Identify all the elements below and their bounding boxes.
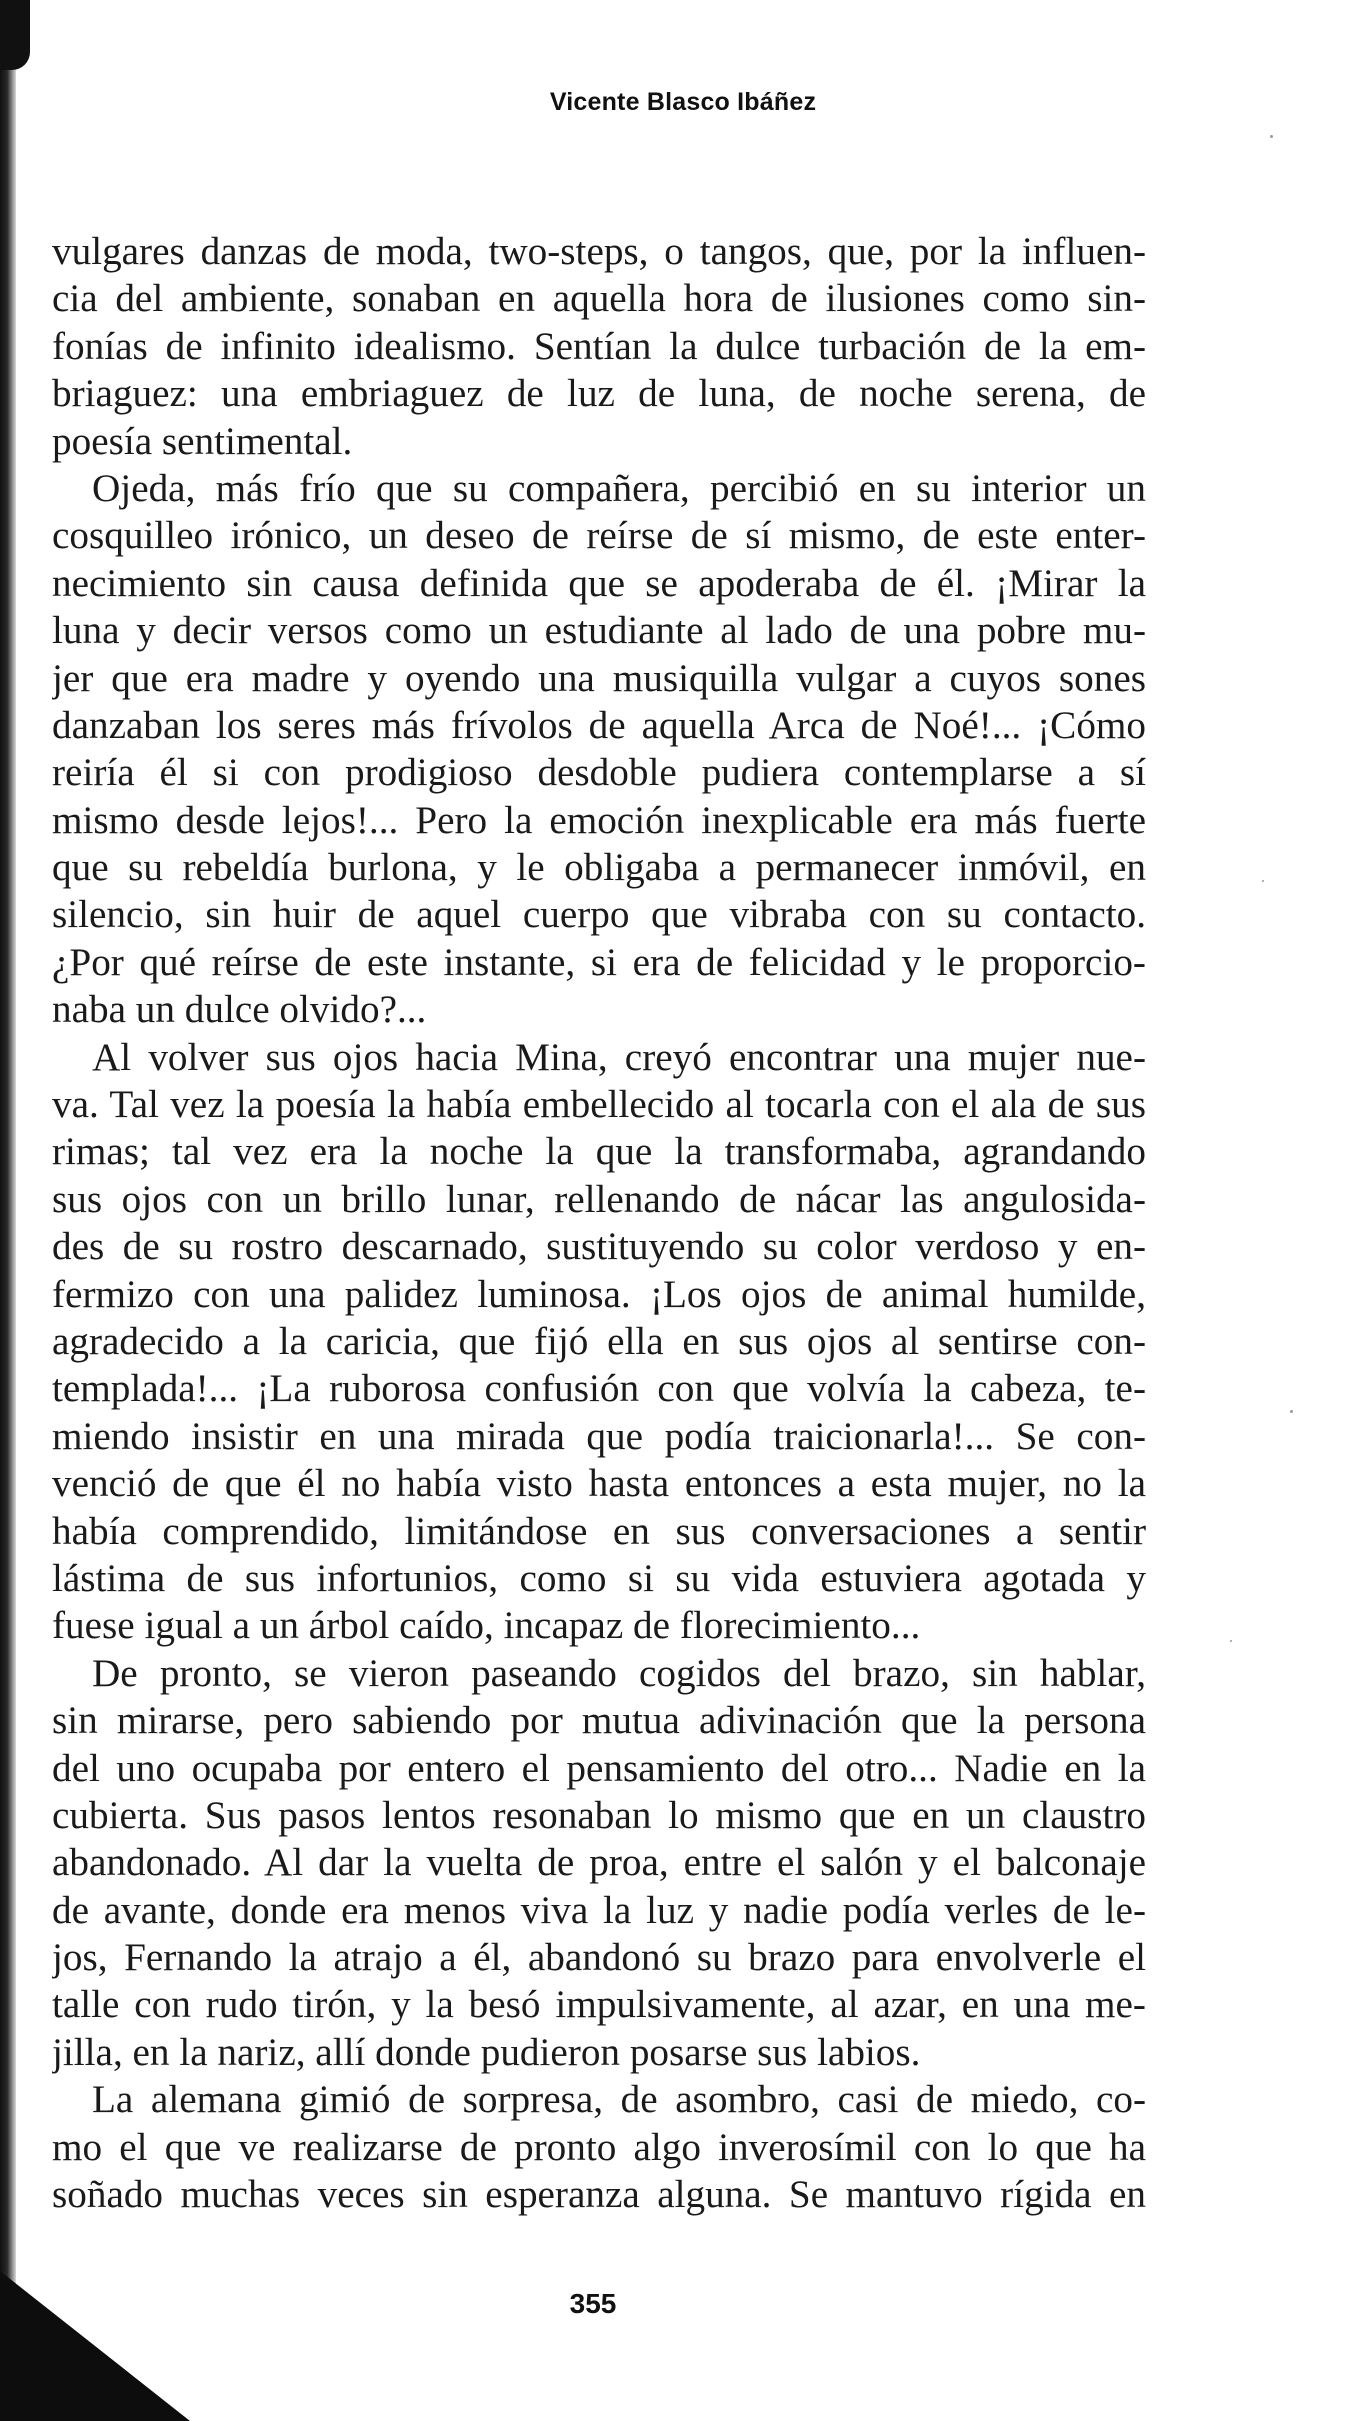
text-line: poesía sentimental. <box>52 419 353 463</box>
text-line: de avante, donde era menos viva la luz y nadie podía verles de le- <box>52 1888 1146 1932</box>
text-line: danzaban los seres más frívolos de aquella Arca de Noé!... ¡Cómo <box>52 703 1146 747</box>
scan-speck <box>1230 1640 1232 1642</box>
text-line: fonías de infinito idealismo. Sentían la dulce turbación de la em- <box>52 324 1146 368</box>
text-line: talle con rudo tirón, y la besó impulsivamente, al azar, en una me- <box>52 1983 1146 2027</box>
text-line: necimiento sin causa definida que se apoderaba de él. ¡Mirar la <box>52 561 1146 605</box>
text-line: templada!... ¡La ruborosa confusión con que volvía la cabeza, te- <box>52 1367 1146 1411</box>
text-line: sus ojos con un brillo lunar, rellenando de nácar las angulosida- <box>52 1177 1146 1221</box>
text-line: del uno ocupaba por entero el pensamiento del otro... Nadie en la <box>52 1746 1146 1790</box>
text-line: luna y decir versos como un estudiante al lado de una pobre mu- <box>52 609 1146 653</box>
text-line: naba un dulce olvido?... <box>52 988 427 1032</box>
page-number: 355 <box>569 2288 617 2319</box>
text-line: briaguez: una embriaguez de luz de luna, de noche serena, de <box>52 372 1146 416</box>
text-line: agradecido a la caricia, que fijó ella en sus ojos al sentirse con- <box>52 1319 1146 1363</box>
text-line: lástima de sus infortunios, como si su vida estuviera agotada y <box>52 1556 1146 1600</box>
text-line: mismo desde lejos!... Pero la emoción inexplicable era más fuerte <box>52 798 1146 842</box>
running-head: Vicente Blasco Ibáñez <box>549 88 817 116</box>
scan-speck <box>1270 135 1273 138</box>
text-line: fermizo con una palidez luminosa. ¡Los ojos de animal humilde, <box>52 1272 1146 1316</box>
text-line: cubierta. Sus pasos lentos resonaban lo mismo que en un claustro <box>52 1793 1146 1837</box>
paragraph-first-line: La alemana gimió de sorpresa, de asombro, casi de miedo, co- <box>92 2078 1146 2122</box>
text-line: cia del ambiente, sonaban en aquella hora de ilusiones como sin- <box>52 277 1146 321</box>
paragraph-first-line: De pronto, se vieron paseando cogidos del brazo, sin hablar, <box>92 1651 1146 1695</box>
text-line: reiría él si con prodigioso desdoble pudiera contemplarse a sí <box>52 751 1146 795</box>
text-line: jilla, en la nariz, allí donde pudieron posarse sus labios. <box>52 2030 921 2074</box>
text-line: sin mirarse, pero sabiendo por mutua adivinación que la persona <box>52 1699 1146 1743</box>
text-line: ¿Por qué reírse de este instante, si era de felicidad y le proporcio- <box>52 940 1146 984</box>
text-line: jer que era madre y oyendo una musiquilla vulgar a cuyos sones <box>52 656 1146 700</box>
page-body <box>52 228 1146 2218</box>
text-line: cosquilleo irónico, un deseo de reírse de sí mismo, de este enter- <box>52 514 1146 558</box>
text-line: mo el que ve realizarse de pronto algo inverosímil con lo que ha <box>52 2125 1146 2169</box>
text-line: rimas; tal vez era la noche la que la transformaba, agrandando <box>52 1130 1146 1174</box>
text-line: vulgares danzas de moda, two-steps, o tangos, que, por la influen- <box>52 230 1146 273</box>
scan-edge-artifact <box>0 0 30 70</box>
text-line: va. Tal vez la poesía la había embellecido al tocarla con el ala de sus <box>52 1083 1146 1127</box>
text-line: venció de que él no había visto hasta entonces a esta mujer, no la <box>52 1462 1146 1506</box>
scan-speck <box>1262 880 1264 882</box>
text-line: fuese igual a un árbol caído, incapaz de florecimiento... <box>52 1604 921 1648</box>
text-line: silencio, sin huir de aquel cuerpo que vibraba con su contacto. <box>52 893 1146 937</box>
paragraph-first-line: Ojeda, más frío que su compañera, percibió en su interior un <box>92 466 1146 510</box>
text-line: soñado muchas veces sin esperanza alguna. Se mantuvo rígida en <box>52 2173 1146 2217</box>
scan-speck <box>1290 1410 1293 1413</box>
text-line: abandonado. Al dar la vuelta de proa, entre el salón y el balconaje <box>52 1841 1146 1885</box>
text-line: des de su rostro descarnado, sustituyendo su color verdoso y en- <box>52 1225 1146 1269</box>
text-line: miendo insistir en una mirada que podía traicionarla!... Se con- <box>52 1414 1146 1458</box>
text-line: había comprendido, limitándose en sus conversaciones a sentir <box>52 1509 1146 1553</box>
paragraph-first-line: Al volver sus ojos hacia Mina, creyó encontrar una mujer nue- <box>92 1035 1146 1079</box>
text-line: jos, Fernando la atrajo a él, abandonó su brazo para envolverle el <box>52 1936 1146 1980</box>
text-line: que su rebeldía burlona, y le obligaba a permanecer inmóvil, en <box>52 846 1146 890</box>
book-gutter-shadow <box>0 0 16 2421</box>
